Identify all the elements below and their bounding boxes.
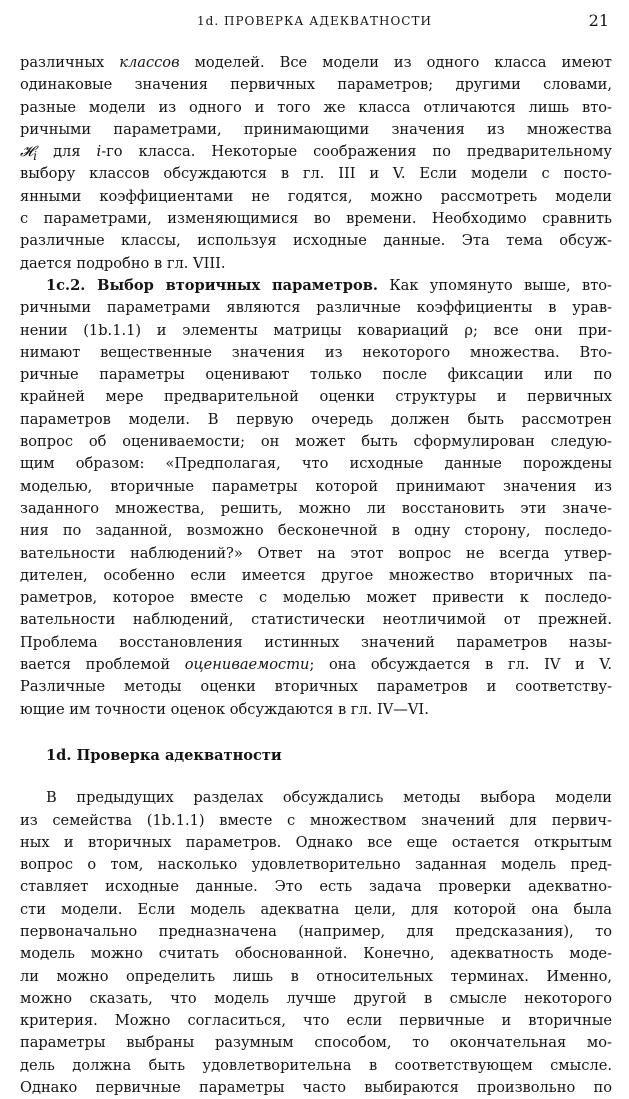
text-span: моделей. Все модели из одного класса имеют <box>179 54 612 71</box>
math-variable: i <box>96 143 102 161</box>
text-line: ричными параметрами являются различные коэффициенты в урав- <box>20 299 612 317</box>
text-span: вается проблемой <box>20 656 185 674</box>
paragraph-classes <box>20 52 612 275</box>
text-line: вопрос о том, насколько удовлетворительно заданная модель пред- <box>20 856 612 874</box>
page-body <box>20 52 612 1099</box>
text-line: из семейства (1b.1.1) вместе с множеством значений для первич- <box>20 811 612 829</box>
text-line: вопрос об оцениваемости; он может быть сформулирован следую- <box>20 433 612 451</box>
text-line: ставляет исходные данные. Это есть задача проверки адекватно- <box>20 878 612 896</box>
text-line: янными коэффициентами не годятся, можно рассмотреть модели <box>20 187 612 205</box>
text-line: Проблема восстановления истинных значений параметров назы- <box>20 633 612 651</box>
text-line: крайней мере предварительной оценки структуры и первичных <box>20 388 612 406</box>
text-line: раметров, которое вместе с моделью может привести к последо- <box>20 589 612 607</box>
text-line: вательности наблюдений, статистически неотличимой от прежней. <box>20 611 612 629</box>
text-line: Однако первичные параметры часто выбираются произвольно по <box>20 1079 612 1097</box>
text-line: заданного множества, решить, можно ли восстановить эти значе- <box>20 499 612 517</box>
text-line: дель должна быть удовлетворительна в соответствующем смысле. <box>20 1056 612 1074</box>
text-line: модель можно считать обоснованной. Конечно, адекватность моде- <box>20 945 612 963</box>
text-line: одинаковые значения первичных параметров; другими словами, <box>20 76 612 94</box>
text-line: В предыдущих разделах обсуждались методы выбора модели <box>46 789 612 807</box>
text-line: ричные параметры оценивают только после фиксации или по <box>20 366 612 384</box>
text-line: выбору классов обсуждаются в гл. III и V. Если модели с посто- <box>20 165 612 183</box>
math-subscript: i <box>33 149 38 164</box>
text-line <box>20 141 612 163</box>
text-line <box>20 654 612 676</box>
page-number: 21 <box>588 11 609 30</box>
text-span: Как упомянуто выше, вто- <box>377 276 612 294</box>
text-line: вательности наблюдений?» Ответ на этот вопрос не всегда утвер- <box>20 544 612 562</box>
text-line: параметров модели. В первую очередь должен быть рассмотрен <box>20 410 612 428</box>
spacer <box>20 721 612 745</box>
text-line: ных и вторичных параметров. Однако все еще остается открытым <box>20 833 612 851</box>
text-line: сти модели. Если модель адекватна цели, для которой она была <box>20 900 612 918</box>
text-line: ния по заданной, возможно бесконечной в одну сторону, последо- <box>20 522 612 540</box>
text-line: с параметрами, изменяющимися во времени. Необходимо сравнить <box>20 210 612 228</box>
section-heading: 1d. Проверка адекватности <box>46 746 282 764</box>
italic-term: классов <box>119 54 180 71</box>
text-span: для <box>37 143 97 161</box>
page-header <box>0 6 629 32</box>
text-line: параметры выбраны разумным способом, то окончательная мо- <box>20 1034 612 1052</box>
text-line: критерия. Можно согласиться, что если первичные и вторичные <box>20 1012 612 1030</box>
text-line: моделью, вторичные параметры которой принимают значения из <box>20 477 612 495</box>
section-adequacy-check <box>20 787 612 1099</box>
text-line <box>20 52 612 74</box>
text-line: различные классы, используя исходные данные. Эта тема обсуж- <box>20 232 612 250</box>
text-line: Различные методы оценки вторичных параметров и соответству- <box>20 678 612 696</box>
text-line: нимают вещественные значения из некоторого множества. Вто- <box>20 343 612 361</box>
text-span: -го класса. Некоторые соображения по предварительному <box>101 143 612 161</box>
text-line: ющие им точности оценок обсуждаются в гл. IV—VI. <box>20 700 429 718</box>
text-line: дителен, особенно если имеется другое множество вторичных па- <box>20 566 612 584</box>
spacer <box>20 767 612 787</box>
text-line: щим образом: «Предполагая, что исходные данные порождены <box>20 455 612 473</box>
text-line: ричными параметрами, принимающими значения из множества <box>20 120 612 138</box>
section-run-in-title: 1c.2. Выбор вторичных параметров. <box>46 276 378 294</box>
text-span: различных <box>20 54 120 71</box>
section-secondary-parameters <box>20 275 612 721</box>
text-span: ; она обсуждается в гл. IV и V. <box>309 656 612 674</box>
text-line: первоначально предназначена (например, для предсказания), то <box>20 922 612 940</box>
running-head: 1d. ПРОВЕРКА АДЕКВАТНОСТИ <box>197 14 432 28</box>
math-symbol: 𝓗 <box>20 143 34 161</box>
text-line: можно сказать, что модель лучше другой в смысле некоторого <box>20 989 612 1007</box>
text-line: разные модели из одного и того же класса отличаются лишь вто- <box>20 98 612 116</box>
text-line: ли можно определить лишь в относительных терминах. Именно, <box>20 967 612 985</box>
italic-term: оцениваемости <box>184 656 310 674</box>
text-line: дается подробно в гл. VIII. <box>20 254 226 272</box>
text-line: нении (1b.1.1) и элементы матрицы ковариаций ρ; все они при- <box>20 321 612 339</box>
text-line <box>20 275 612 297</box>
